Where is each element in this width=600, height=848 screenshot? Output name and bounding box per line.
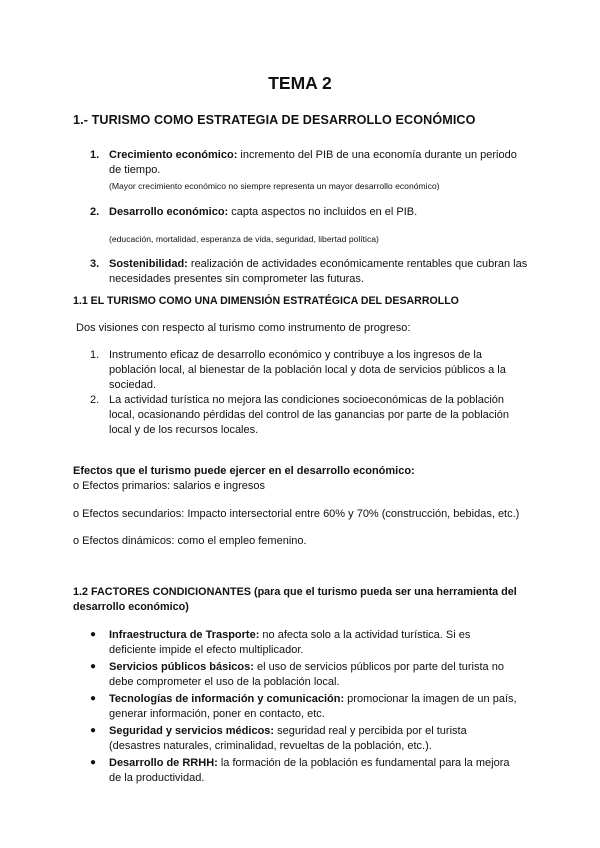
note: (Mayor crecimiento económico no siempre representa un mayor desarrollo económico) [109,181,440,191]
bullet-icon: ● [90,661,97,672]
definition: seguridad real y percibida por el turista (desastres naturales, criminalidad, revueltas de la población, etc.). [109,725,467,752]
list-number: 3. [90,258,100,270]
note: (educación, mortalidad, esperanza de vida, seguridad, libertad política) [109,234,379,244]
definition: promocionar la imagen de un país, generar información, poner en contacto, etc. [109,693,517,720]
definition: capta aspectos no incluidos en el PIB. [228,206,418,218]
bullet-icon: ● [90,693,97,704]
effects-primary: o Efectos primarios: salarios e ingresos [73,480,265,492]
section11-heading: 1.1 EL TURISMO COMO UNA DIMENSIÓN ESTRATÉGICA DEL DESARROLLO [73,295,459,307]
definition: incremento del PIB de una economía durante un periodo de tiempo. [109,149,517,176]
definition: el uso de servicios públicos por parte del turista no debe comprometer el uso de la población local. [109,661,504,688]
list-item [90,692,520,721]
list-item [90,660,520,689]
effects-heading: Efectos que el turismo puede ejercer en el desarrollo económico: [73,465,415,477]
effects-dynamic: o Efectos dinámicos: como el empleo femenino. [73,535,307,547]
section1-heading: 1.- TURISMO COMO ESTRATEGIA DE DESARROLLO ECONÓMICO [73,113,476,127]
list-number: 2. [90,394,100,406]
term: Crecimiento económico: [109,149,238,161]
term: Seguridad y servicios médicos: [109,725,275,737]
list-item [90,393,520,438]
list-item [90,724,520,753]
section11-intro: Dos visiones con respecto al turismo como instrumento de progreso: [76,322,411,334]
term: Infraestructura de Trasporte: [109,629,260,641]
definition: la formación de la población es fundamental para la mejora de la productividad. [109,757,510,784]
section12-list [90,628,520,788]
section11-list [90,348,520,438]
effects-secondary: o Efectos secundarios: Impacto intersectorial entre 60% y 70% (construcción, bebidas, etc.) [73,508,520,520]
list-item [90,205,530,246]
list-number: 1. [90,149,100,161]
definition: no afecta solo a la actividad turística. Si es deficiente impide el efecto multiplicador. [109,629,471,656]
list-item [90,148,530,193]
bullet-icon: ● [90,757,97,768]
list-item [90,257,530,287]
term: Tecnologías de información y comunicación: [109,693,345,705]
list-number: 1. [90,349,100,361]
page-title: TEMA 2 [268,73,332,93]
list-item [90,628,520,657]
bullet-icon: ● [90,725,97,736]
section1-list [90,148,530,287]
list-item [90,756,520,785]
bullet-icon: ● [90,629,97,640]
list-number: 2. [90,206,100,218]
term: Desarrollo económico: [109,206,229,218]
list-text: Instrumento eficaz de desarrollo económico y contribuye a los ingresos de la población local, al bienestar de la población local y dota de servicios públicos a la sociedad. [109,349,506,391]
term: Desarrollo de RRHH: [109,757,218,769]
list-item [90,348,520,393]
definition: realización de actividades económicamente rentables que cubran las necesidades presentes sin comprometer las futuras. [109,258,528,285]
term: Sostenibilidad: [109,258,188,270]
list-text: La actividad turística no mejora las condiciones socioeconómicas de la población local, ocasionando pérdidas del control de las ganancias por parte de la población local y de los recursos locales. [109,394,509,436]
section12-heading: 1.2 FACTORES CONDICIONANTES (para que el turismo pueda ser una herramienta del desarrollo económico) [73,586,517,613]
term: Servicios públicos básicos: [109,661,254,673]
